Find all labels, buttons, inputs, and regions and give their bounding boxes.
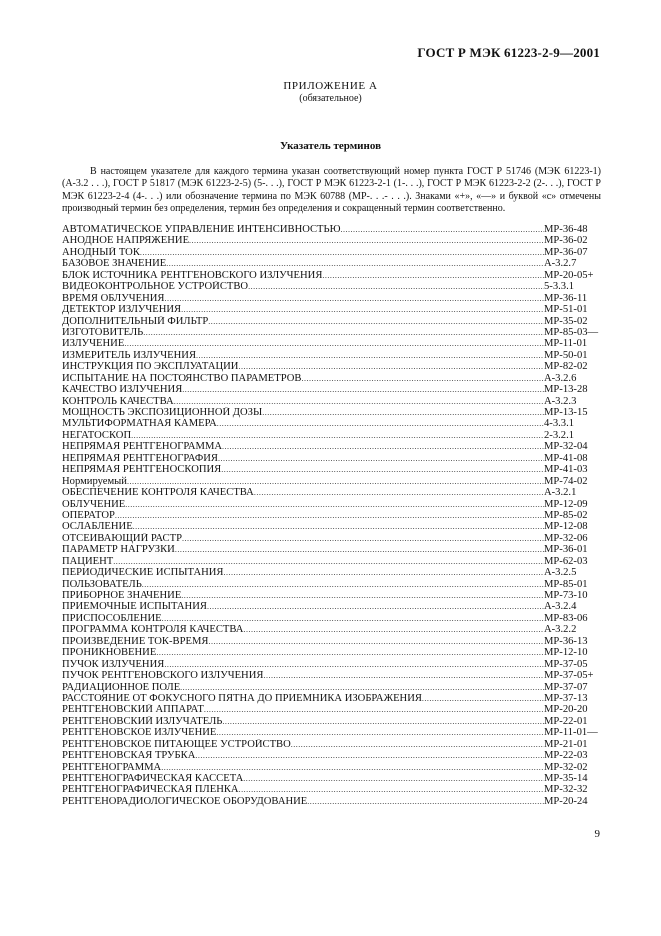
term-row — [62, 544, 601, 555]
term-row — [62, 739, 601, 750]
term-label: РАДИАЦИОННОЕ ПОЛЕ — [62, 681, 181, 693]
term-label: ПРОНИКНОВЕНИЕ — [62, 647, 157, 659]
term-row — [62, 670, 601, 681]
term-row — [62, 773, 601, 784]
dot-leader — [181, 304, 544, 315]
term-reference: МР-22-01 — [544, 715, 588, 727]
term-row — [62, 727, 601, 738]
dot-leader — [124, 338, 544, 349]
dot-leader — [156, 647, 544, 658]
term-row — [62, 556, 601, 567]
term-label: НЕГАТОСКОП — [62, 429, 132, 441]
term-reference: А-3.2.2 — [544, 624, 577, 636]
term-reference: МР-36-01 — [544, 544, 588, 556]
term-label: НЕПРЯМАЯ РЕНТГЕНОСКОПИЯ — [62, 464, 222, 476]
term-reference: МР-12-08 — [544, 521, 588, 533]
term-reference: МР-32-06 — [544, 532, 588, 544]
term-label: МОЩНОСТЬ ЭКСПОЗИЦИОННОЙ ДОЗЫ — [62, 407, 263, 418]
term-reference: МР-35-02 — [544, 315, 588, 327]
term-row — [62, 338, 601, 349]
term-reference: МР-32-04 — [544, 441, 588, 453]
term-label: ПРОГРАММА КОНТРОЛЯ КАЧЕСТВА — [62, 624, 244, 636]
term-row — [62, 613, 601, 624]
term-label: КАЧЕСТВО ИЗЛУЧЕНИЯ — [62, 384, 183, 396]
term-label: РЕНТГЕНОВСКАЯ ТРУБКА — [62, 750, 196, 762]
term-row — [62, 647, 601, 658]
dot-leader — [224, 567, 545, 578]
term-row — [62, 716, 601, 727]
term-reference: А-3.2.1 — [544, 487, 577, 499]
term-label: МУЛЬТИФОРМАТНАЯ КАМЕРА — [62, 418, 217, 430]
dot-leader — [162, 613, 544, 624]
term-reference: МР-36-13 — [544, 635, 588, 647]
dot-leader — [262, 407, 544, 418]
term-reference: МР-73-10 — [544, 590, 588, 601]
term-row — [62, 316, 601, 327]
term-label: Нормируемый — [62, 475, 127, 487]
term-reference: МР-37-05+ — [544, 670, 594, 682]
term-label: РЕНТГЕНОГРАММА — [62, 761, 162, 773]
term-label: НЕПРЯМАЯ РЕНТГЕНОГРАММА — [62, 441, 223, 453]
dot-leader — [254, 487, 544, 498]
term-reference: МР-37-05 — [544, 658, 588, 670]
term-label: ПРИБОРНОЕ ЗНАЧЕНИЕ — [62, 590, 182, 601]
term-reference: МР-37-07 — [544, 681, 588, 693]
dot-leader — [222, 716, 544, 727]
term-label: РЕНТГЕНОВСКИЙ АППАРАТ — [62, 704, 204, 716]
term-row — [62, 590, 601, 601]
dot-leader — [422, 693, 544, 704]
term-reference: МР-11-01 — [544, 338, 588, 350]
dot-leader — [133, 521, 544, 532]
dot-leader — [189, 235, 544, 246]
term-reference: А-3.2.4 — [544, 601, 577, 613]
term-reference: МР-83-06 — [544, 612, 588, 624]
term-label: ПАРАМЕТР НАГРУЗКИ — [62, 544, 175, 556]
term-row — [62, 521, 601, 532]
dot-leader — [182, 384, 544, 395]
dot-leader — [175, 544, 544, 555]
term-reference: МР-37-13 — [544, 692, 588, 704]
dot-leader — [181, 590, 544, 601]
term-row — [62, 567, 601, 578]
dot-leader — [142, 579, 544, 590]
term-row — [62, 224, 601, 235]
term-label: ВРЕМЯ ОБЛУЧЕНИЯ — [62, 292, 165, 304]
term-label: ОБЕСПЕЧЕНИЕ КОНТРОЛЯ КАЧЕСТВА — [62, 487, 254, 499]
term-reference: МР-50-01 — [544, 349, 588, 361]
term-row — [62, 579, 601, 590]
term-row — [62, 464, 601, 475]
dot-leader — [322, 270, 544, 281]
term-reference: МР-11-01— — [544, 727, 598, 739]
term-row — [62, 487, 601, 498]
dot-leader — [174, 396, 544, 407]
dot-leader — [302, 373, 545, 384]
dot-leader — [217, 418, 544, 429]
term-reference: МР-82-02 — [544, 361, 588, 373]
term-reference: МР-36-11 — [544, 292, 588, 304]
term-row — [62, 373, 601, 384]
term-reference: А-3.2.6 — [544, 372, 577, 384]
term-reference: А-3.2.3 — [544, 395, 577, 407]
dot-leader — [204, 704, 544, 715]
term-row — [62, 476, 601, 487]
term-row — [62, 682, 601, 693]
term-reference: МР-85-03— — [544, 326, 599, 338]
term-label: ИЗГОТОВИТЕЛЬ — [62, 326, 144, 338]
term-row — [62, 235, 601, 246]
term-label: ДЕТЕКТОР ИЗЛУЧЕНИЯ — [62, 304, 182, 316]
term-reference: МР-36-02 — [544, 235, 588, 247]
term-label: ПРИСПОСОБЛЕНИЕ — [62, 612, 162, 624]
term-reference: МР-85-01 — [544, 578, 588, 590]
dot-leader — [243, 624, 544, 635]
term-row — [62, 293, 601, 304]
term-reference: МР-41-08 — [544, 452, 588, 464]
term-reference: 2-3.2.1 — [544, 429, 575, 441]
dot-leader — [143, 327, 544, 338]
term-label: РАССТОЯНИЕ ОТ ФОКУСНОГО ПЯТНА ДО ПРИЕМНИКА ИЗОБРАЖЕНИЯ — [62, 692, 422, 704]
dot-leader — [161, 762, 544, 773]
term-label: ПАЦИЕНТ — [62, 555, 114, 567]
term-reference: МР-36-48 — [544, 224, 588, 235]
term-reference: МР-51-01 — [544, 304, 588, 316]
dot-leader — [341, 224, 544, 235]
dot-leader — [218, 453, 544, 464]
term-label: НЕПРЯМАЯ РЕНТГЕНОГРАФИЯ — [62, 452, 218, 464]
term-reference: МР-20-24 — [544, 795, 588, 807]
dot-leader — [243, 773, 544, 784]
term-label: ПУЧОК ИЗЛУЧЕНИЯ — [62, 658, 165, 670]
term-label: АНОДНОЕ НАПРЯЖЕНИЕ — [62, 235, 190, 247]
term-reference: А-3.2.5 — [544, 567, 577, 579]
term-row — [62, 659, 601, 670]
document-code: ГОСТ Р МЭК 61223-2-9—2001 — [417, 45, 600, 60]
term-label: РЕНТГЕНОГРАФИЧЕСКАЯ ПЛЕНКА — [62, 784, 239, 796]
dot-leader — [182, 533, 544, 544]
term-row — [62, 624, 601, 635]
dot-leader — [180, 682, 544, 693]
term-label: ДОПОЛНИТЕЛЬНЫЙ ФИЛЬТР — [62, 315, 209, 327]
term-row — [62, 693, 601, 704]
dot-leader — [263, 670, 544, 681]
appendix-heading — [0, 80, 661, 104]
dot-leader — [208, 636, 544, 647]
term-label: ОБЛУЧЕНИЕ — [62, 498, 126, 510]
term-label: ОПЕРАТОР — [62, 509, 115, 521]
dot-leader — [164, 659, 544, 670]
term-row — [62, 350, 601, 361]
term-reference: МР-36-07 — [544, 246, 588, 258]
appendix-title: ПРИЛОЖЕНИЕ А — [283, 80, 378, 92]
dot-leader — [291, 739, 544, 750]
term-row — [62, 636, 601, 647]
term-label: ПОЛЬЗОВАТЕЛЬ — [62, 578, 142, 590]
term-label: ИЗЛУЧЕНИЕ — [62, 338, 125, 350]
dot-leader — [127, 476, 544, 487]
term-row — [62, 327, 601, 338]
term-reference: МР-32-32 — [544, 784, 588, 796]
term-row — [62, 361, 601, 372]
term-label: БАЗОВОЕ ЗНАЧЕНИЕ — [62, 258, 167, 270]
dot-leader — [239, 784, 544, 795]
term-row — [62, 533, 601, 544]
term-reference: МР-21-01 — [544, 738, 588, 750]
term-label: РЕНТГЕНОРАДИОЛОГИЧЕСКОЕ ОБОРУДОВАНИЕ — [62, 795, 308, 807]
term-reference: А-3.2.7 — [544, 258, 577, 270]
term-row — [62, 247, 601, 258]
dot-leader — [222, 441, 544, 452]
term-label: РЕНТГЕНОВСКОЕ ПИТАЮЩЕЕ УСТРОЙСТВО — [62, 738, 291, 750]
term-row — [62, 704, 601, 715]
term-label: АВТОМАТИЧЕСКОЕ УПРАВЛЕНИЕ ИНТЕНСИВНОСТЬЮ — [62, 224, 341, 235]
dot-leader — [307, 796, 544, 807]
term-label: РЕНТГЕНОВСКИЙ ИЗЛУЧАТЕЛЬ — [62, 715, 223, 727]
term-label: ПЕРИОДИЧЕСКИЕ ИСПЫТАНИЯ — [62, 567, 224, 579]
term-row — [62, 453, 601, 464]
term-label: ПРИЕМОЧНЫЕ ИСПЫТАНИЯ — [62, 601, 207, 613]
term-reference: МР-13-28 — [544, 384, 588, 396]
term-label: ПУЧОК РЕНТГЕНОВСКОГО ИЗЛУЧЕНИЯ — [62, 670, 264, 682]
term-reference: МР-85-02 — [544, 509, 588, 521]
dot-leader — [125, 499, 544, 510]
term-row — [62, 784, 601, 795]
term-row — [62, 396, 601, 407]
term-label: ОТСЕИВАЮЩИЙ РАСТР — [62, 532, 182, 544]
term-reference: МР-74-02 — [544, 475, 588, 487]
term-label: ИНСТРУКЦИЯ ПО ЭКСПЛУАТАЦИИ — [62, 361, 239, 373]
intro-paragraph: В настоящем указателе для каждого термина указан соответствующий номер пункта ГОСТ Р 51746 (МЭК 61223-1) (А-3.2 . . .), ГОСТ Р 51817 (МЭК 61223-2-5) (5-. . .), ГОСТ Р МЭК 61223-2-1 (1-. . .), ГОСТ Р МЭК 61223-2-2 (2-. . .), ГОСТ Р МЭК 61223-2-4 (4-. . .) или обозначение термина по МЭК 60788 (МР-. . .- . . .). Знаками «+», «—» и буквой «с» отмечены производный термин без определения, термин без определения и сокращенный термин соответственно. — [62, 166, 601, 215]
term-reference: МР-62-03 — [544, 555, 588, 567]
term-row — [62, 304, 601, 315]
term-reference: МР-13-15 — [544, 407, 588, 418]
page-number: 9 — [594, 828, 600, 840]
term-row — [62, 762, 601, 773]
dot-leader — [166, 258, 544, 269]
term-reference: МР-12-10 — [544, 647, 588, 659]
term-label: ВИДЕОКОНТРОЛЬНОЕ УСТРОЙСТВО — [62, 281, 249, 293]
dot-leader — [221, 464, 544, 475]
term-label: РЕНТГЕНОГРАФИЧЕСКАЯ КАССЕТА — [62, 773, 244, 784]
dot-leader — [238, 361, 544, 372]
term-reference: 5-3.3.1 — [544, 281, 575, 293]
dot-leader — [113, 556, 544, 567]
term-row — [62, 510, 601, 521]
term-row — [62, 407, 601, 418]
dot-leader — [248, 281, 544, 292]
appendix-subtitle: (обязательное) — [299, 93, 362, 104]
term-reference: МР-22-03 — [544, 750, 588, 762]
dot-leader — [196, 350, 544, 361]
term-row — [62, 418, 601, 429]
dot-leader — [207, 601, 544, 612]
term-row — [62, 441, 601, 452]
dot-leader — [131, 430, 544, 441]
term-label: КОНТРОЛЬ КАЧЕСТВА — [62, 395, 174, 407]
term-row — [62, 270, 601, 281]
term-row — [62, 499, 601, 510]
term-row — [62, 258, 601, 269]
term-reference: МР-20-05+ — [544, 269, 594, 281]
terms-index — [62, 224, 601, 807]
term-label: РЕНТГЕНОВСКОЕ ИЗЛУЧЕНИЕ — [62, 727, 217, 739]
dot-leader — [164, 293, 544, 304]
term-reference: МР-35-14 — [544, 773, 588, 784]
term-label: ПРОИЗВЕДЕНИЕ ТОК-ВРЕМЯ — [62, 635, 209, 647]
term-label: ОСЛАБЛЕНИЕ — [62, 521, 133, 533]
term-row — [62, 750, 601, 761]
term-row — [62, 430, 601, 441]
term-row — [62, 796, 601, 807]
term-reference: 4-3.3.1 — [544, 418, 575, 430]
term-label: ИСПЫТАНИЕ НА ПОСТОЯНСТВО ПАРАМЕТРОВ — [62, 372, 302, 384]
section-title: Указатель терминов — [279, 140, 382, 152]
term-label: ИЗМЕРИТЕЛЬ ИЗЛУЧЕНИЯ — [62, 349, 197, 361]
term-reference: МР-41-03 — [544, 464, 588, 476]
dot-leader — [195, 750, 544, 761]
term-row — [62, 281, 601, 292]
dot-leader — [208, 316, 544, 327]
term-label: АНОДНЫЙ ТОК — [62, 246, 140, 258]
dot-leader — [216, 727, 544, 738]
dot-leader — [140, 247, 544, 258]
dot-leader — [115, 510, 544, 521]
term-reference: МР-20-20 — [544, 704, 588, 716]
term-reference: МР-32-02 — [544, 761, 588, 773]
term-row — [62, 384, 601, 395]
term-reference: МР-12-09 — [544, 498, 588, 510]
term-label: БЛОК ИСТОЧНИКА РЕНТГЕНОВСКОГО ИЗЛУЧЕНИЯ — [62, 269, 323, 281]
term-row — [62, 601, 601, 612]
